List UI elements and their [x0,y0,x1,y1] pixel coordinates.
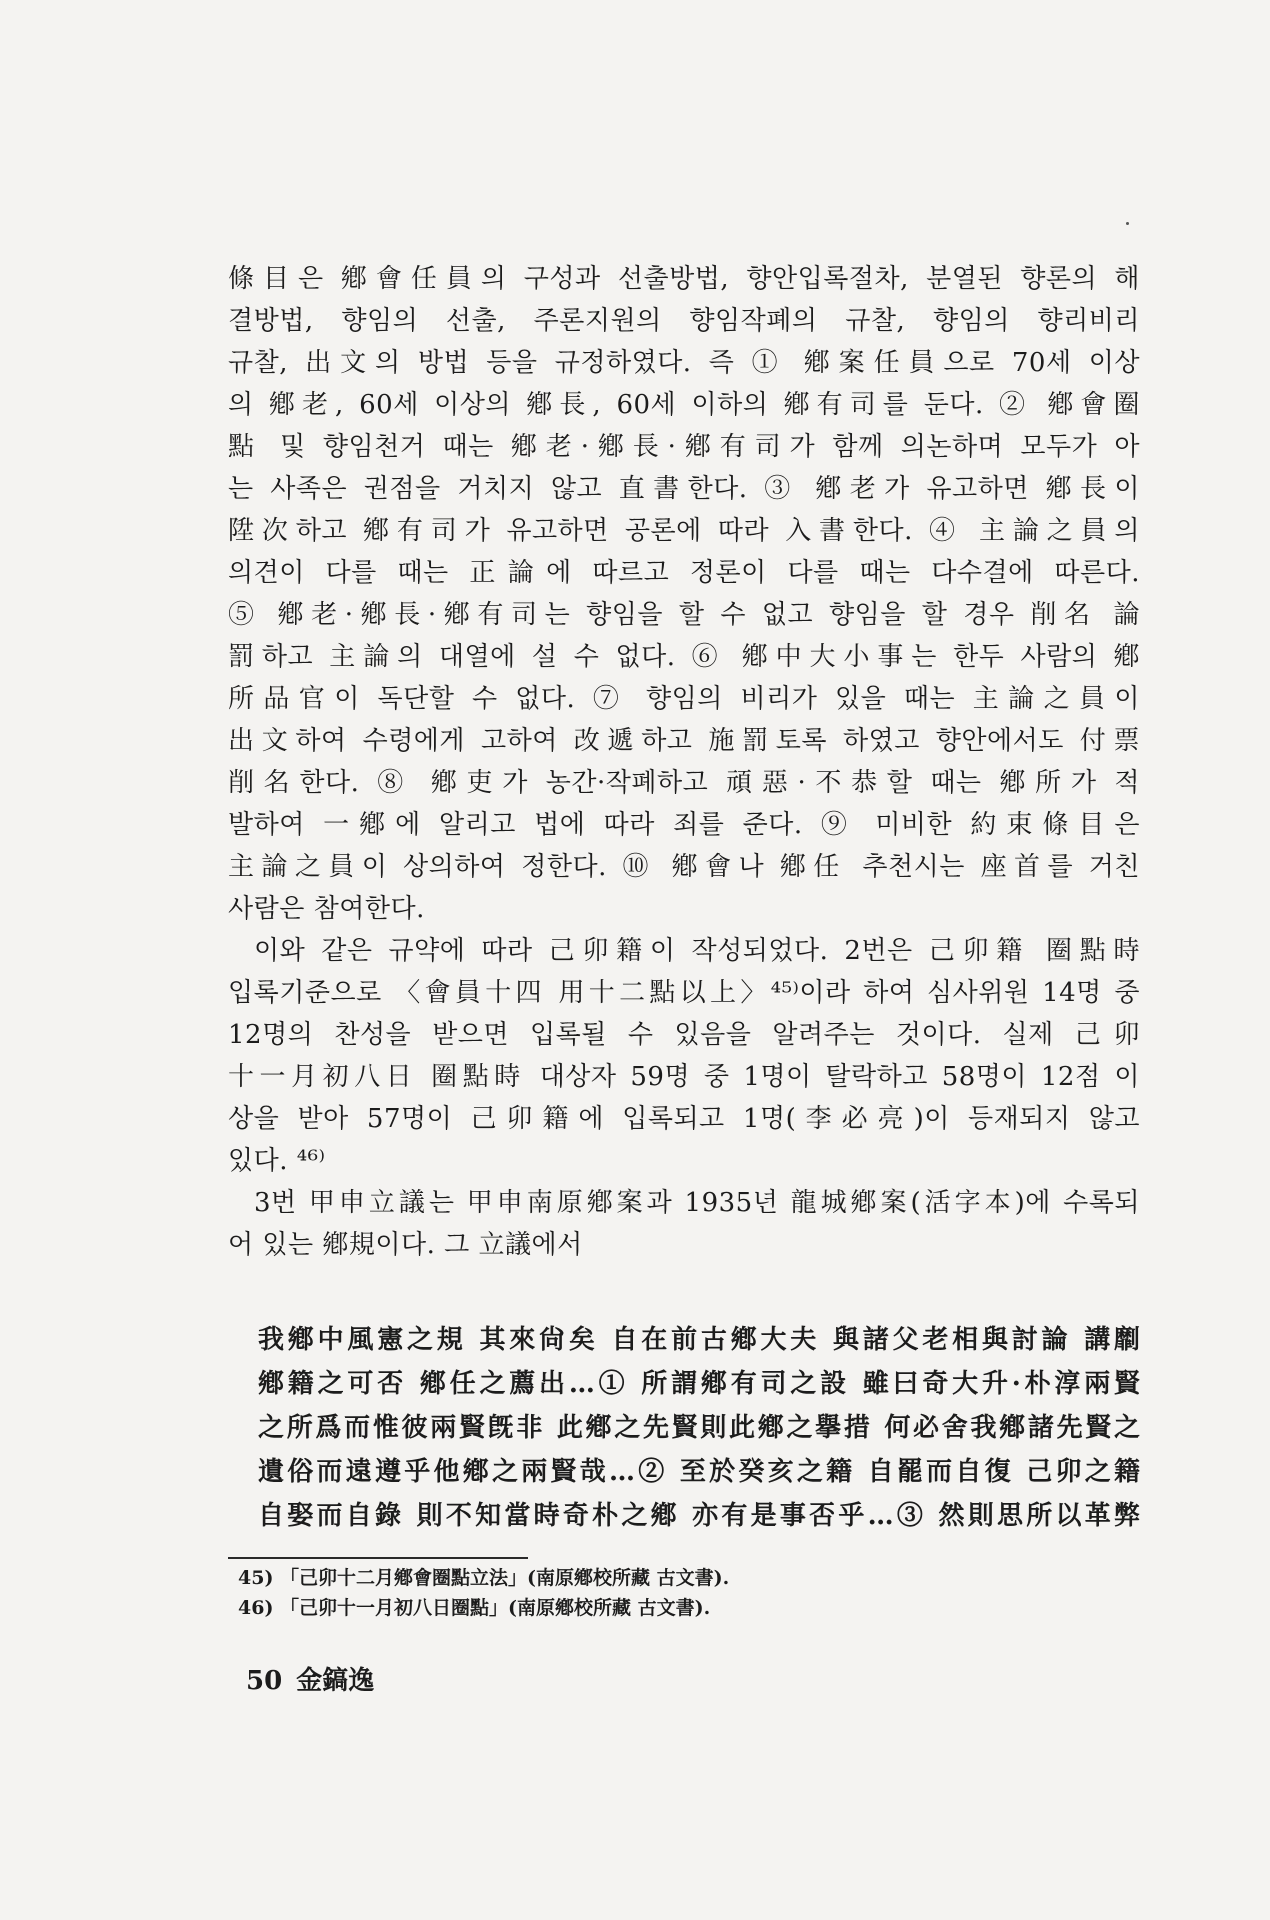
body-line: 十一月初八日 圈點時 대상자 59명 중 1명이 탈락하고 58명이 12점 이 [228,1062,1140,1092]
scan-speck [1126,222,1129,225]
body-line: 상을 받아 57명이 己卯籍에 입록되고 1명(李必亮)이 등재되지 않고 [228,1104,1140,1134]
block-quote [258,1318,1140,1538]
body-text [228,258,1140,1266]
quote-line: 我鄕中風憲之規 其來尙矣 自在前古鄕大夫 與諸父老相與討論 講劘 [258,1325,1140,1355]
body-line: 所品官이 독단할 수 없다. ⑦ 향임의 비리가 있을 때는 主論之員이 [228,684,1140,714]
body-line: 點 및 향임천거 때는 鄕老·鄕長·鄕有司가 함께 의논하며 모두가 아 [228,432,1140,462]
body-line: ⑤ 鄕老·鄕長·鄕有司는 향임을 할 수 없고 향임을 할 경우 削名 論 [228,600,1140,630]
body-line: 발하여 一鄕에 알리고 법에 따라 죄를 준다. ⑨ 미비한 約束條目은 [228,810,1140,840]
body-line: 出文하여 수령에게 고하여 改遞하고 施罰토록 하였고 향안에서도 付票 [228,726,1140,756]
body-line: 사람은 참여한다. [228,894,425,924]
body-line: 의 鄕老, 60세 이상의 鄕長, 60세 이하의 鄕有司를 둔다. ② 鄕會圈 [228,390,1140,420]
footnote-45: 45) 「己卯十二月鄕會圈點立法」(南原鄕校所藏 古文書). [238,1567,730,1589]
body-line: 3번 甲申立議는 甲申南原鄕案과 1935년 龍城鄕案(活字本)에 수록되 [254,1188,1140,1218]
footnotes [238,1563,938,1623]
body-line: 罰하고 主論의 대열에 설 수 없다. ⑥ 鄕中大小事는 한두 사람의 鄕 [228,642,1140,672]
body-line: 입록기준으로 〈會員十四 用十二點以上〉⁴⁵⁾이라 하여 심사위원 14명 중 [228,978,1140,1008]
body-line: 削名한다. ⑧ 鄕吏가 농간·작폐하고 頑惡·不恭할 때는 鄕所가 적 [228,768,1140,798]
quote-line: 遺俗而遠遵乎他鄕之兩賢哉…② 至於癸亥之籍 自罷而自復 己卯之籍 [258,1457,1140,1487]
page-folio [246,1660,388,1697]
quote-line: 自娶而自錄 則不知當時奇朴之鄕 亦有是事否乎…③ 然則思所以革弊 [258,1501,1140,1531]
author-name: 金鎬逸 [296,1666,375,1696]
quote-line: 鄕籍之可否 鄕任之薦出…① 所謂鄕有司之設 雖曰奇大升·朴淳兩賢 [258,1369,1140,1399]
footnote-divider [228,1557,528,1559]
body-line: 主論之員이 상의하여 정한다. ⑩ 鄕會나 鄕任 추천시는 座首를 거친 [228,852,1140,882]
footnote-46: 46) 「己卯十一月初八日圈點」(南原鄕校所藏 古文書). [238,1597,711,1619]
body-line: 는 사족은 권점을 거치지 않고 直書한다. ③ 鄕老가 유고하면 鄕長이 [228,474,1140,504]
body-line: 결방법, 향임의 선출, 주론지원의 향임작폐의 규찰, 향임의 향리비리 [228,306,1140,336]
body-line: 어 있는 鄕規이다. 그 立議에서 [228,1230,583,1260]
body-line: 이와 같은 규약에 따라 己卯籍이 작성되었다. 2번은 己卯籍 圈點時 [254,936,1140,966]
body-line: 12명의 찬성을 받으면 입록될 수 있음을 알려주는 것이다. 실제 己卯 [228,1020,1140,1050]
page-number: 50 [246,1666,283,1696]
body-line: 규찰, 出文의 방법 등을 규정하였다. 즉 ① 鄕案任員으로 70세 이상 [228,348,1140,378]
body-line: 陞次하고 鄕有司가 유고하면 공론에 따라 入書한다. ④ 主論之員의 [228,516,1140,546]
body-line: 의견이 다를 때는 正論에 따르고 정론이 다를 때는 다수결에 따른다. [228,558,1140,588]
body-line: 있다. ⁴⁶⁾ [228,1146,326,1176]
body-line: 條目은 鄕會任員의 구성과 선출방법, 향안입록절차, 분열된 향론의 해 [228,264,1140,294]
quote-line: 之所爲而惟彼兩賢旣非 此鄕之先賢則此鄕之擧措 何必舍我鄕諸先賢之 [258,1413,1140,1443]
